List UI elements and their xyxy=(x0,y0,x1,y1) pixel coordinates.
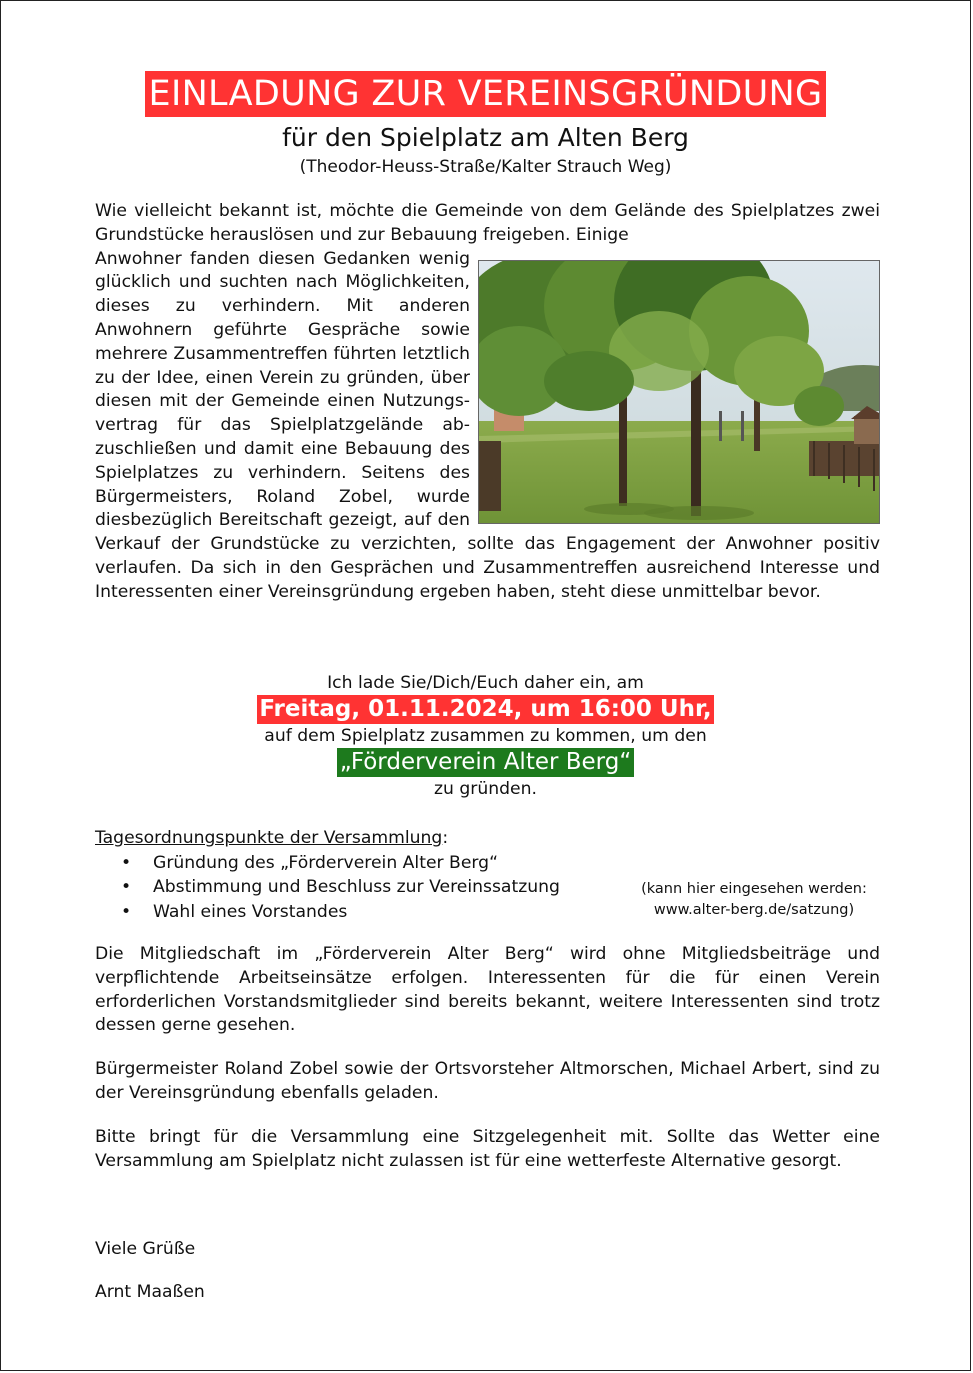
list-item xyxy=(95,851,885,876)
page-title: EINLADUNG ZUR VEREINSGRÜNDUNG xyxy=(145,71,827,117)
statute-link[interactable]: www.alter-berg.de/satzung) xyxy=(653,902,855,918)
intro-paragraph xyxy=(95,200,880,605)
subtitle: für den Spielplatz am Alten Berg xyxy=(282,123,689,152)
statute-note-line-1: (kann hier eingesehen werden: xyxy=(641,881,867,897)
agenda-item-label: Wahl eines Vorstandes xyxy=(153,901,348,922)
agenda-heading-colon: : xyxy=(442,828,449,848)
intro-text-start: Wie vielleicht bekannt ist, möchte die Gemeinde von dem Gelände des Spielplatzes zwei Grundstücke herauslösen und zur Bebauung freigeben. Einige xyxy=(95,201,880,245)
bullet-icon: • xyxy=(121,877,132,897)
meeting-date: Freitag, 01.11.2024, um 16:00 Uhr, xyxy=(259,696,712,722)
greeting: Viele Grüße xyxy=(95,1239,196,1259)
agenda-heading: Tagesordnungspunkte der Versammlung xyxy=(95,828,443,848)
signature: Arnt Maaßen xyxy=(95,1282,205,1302)
agenda-heading-line xyxy=(95,826,885,851)
agenda-item-label: Abstimmung und Beschluss zur Vereinssatzung xyxy=(153,877,560,897)
statute-note xyxy=(623,879,885,921)
title-block xyxy=(1,71,970,117)
agenda-section xyxy=(95,826,885,924)
playground-photo xyxy=(478,260,880,524)
membership-paragraph: Die Mitgliedschaft im „Förderverein Alter Berg“ wird ohne Mitgliedsbeiträge und verpflichtende Arbeitseinsätze erfolgen. Interessenten für die für einen Verein erforderlichen Vorstandsmitglieder sind bereits bekannt, weitere Interessenten sind trotz dessen gerne gesehen. xyxy=(95,944,880,1036)
agenda-item-label: Gründung des „Förderverein Alter Berg“ xyxy=(153,852,498,873)
location-note: (Theodor-Heuss-Straße/Kalter Strauch Weg) xyxy=(299,157,672,177)
invite-line-3: zu gründen. xyxy=(434,779,537,799)
bullet-icon: • xyxy=(121,901,132,922)
intro-text-rest: Anwohner fanden diesen Gedanken wenig glücklich und suchten nach Möglichkeiten, dieses zu verhindern. Mit anderen Anwohnern geführte Gespräche sowie mehrere Zusammentreffen führten letztlich zu der Idee, einen Verein zu gründen, über diesen mit der Gemeinde einen Nutzungsvertrag für das Spielplatzgelände abzuschließen und damit eine Bebauung des Spielplatzes zu verhindern. Seitens des Bürgermeisters, Roland Zobel, wurde diesbezüglich Bereitschaft gezeigt, auf den Verkauf der Grundstücke zu verzichten, sollte das Engagement der Anwohner positiv verlaufen. Da sich in den Gesprächen und Zusammentreffen ausreichend Interesse und Interessenten einer Vereinsgründung ergeben haben, steht diese unmittelbar bevor. xyxy=(95,248,880,602)
bullet-icon: • xyxy=(121,852,132,873)
invitation-block xyxy=(1,671,970,801)
seating-paragraph: Bitte bringt für die Versammlung eine Sitzgelegenheit mit. Sollte das Wetter eine Versammlung am Spielplatz nicht zulassen ist für eine wetterfeste Alternative gesorgt. xyxy=(95,1127,880,1171)
invite-line-1: Ich lade Sie/Dich/Euch daher ein, am xyxy=(327,673,644,693)
invite-line-2: auf dem Spielplatz zusammen zu kommen, um den xyxy=(264,726,707,746)
guests-paragraph: Bürgermeister Roland Zobel sowie der Ortsvorsteher Altmorschen, Michael Arbert, sind zu der Vereinsgründung ebenfalls geladen. xyxy=(95,1059,880,1103)
association-name: „Förderverein Alter Berg“ xyxy=(337,748,635,777)
